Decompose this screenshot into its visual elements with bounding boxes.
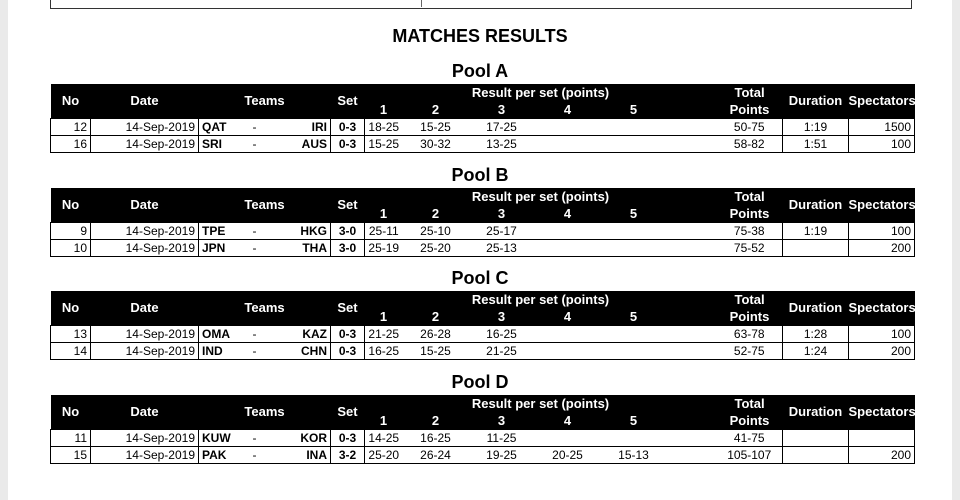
match-date: 14-Sep-2019 [91,326,199,343]
match-date: 14-Sep-2019 [91,240,199,257]
set-4-score [535,240,601,257]
header-duration: Duration [788,404,843,419]
result-spacer [667,136,717,153]
match-date: 14-Sep-2019 [91,119,199,136]
set-1-score: 25-19 [365,240,403,257]
set-4-score: 20-25 [535,447,601,464]
pool-section [50,267,916,360]
set-2-score: 15-25 [403,343,469,360]
header-duration: Duration [788,300,843,315]
set-4-score [535,343,601,360]
header-set-2: 2 [431,205,440,221]
header-no: No [61,404,80,419]
pool-section [50,371,916,464]
header-spectators: Spectators [848,300,916,315]
pool-title: Pool C [451,268,509,288]
match-no: 15 [51,447,91,464]
pool-section [50,164,916,257]
spectators-count: 200 [849,343,915,360]
header-spectators: Spectators [848,197,916,212]
spectators-count: 1500 [849,119,915,136]
home-team: QAT [199,119,245,136]
header-date: Date [130,197,159,212]
header-teams: Teams [244,197,285,212]
previous-table-edge [50,0,912,9]
header-date: Date [130,93,159,108]
spectators-count [849,430,915,447]
header-date: Date [130,300,159,315]
set-1-score: 21-25 [365,326,403,343]
previous-table-divider [421,0,422,7]
table-row [51,223,915,240]
set-5-score [601,326,667,343]
set-2-score: 16-25 [403,430,469,447]
set-1-score: 18-25 [365,119,403,136]
total-points: 41-75 [717,430,783,447]
header-set: Set [337,404,358,419]
page-title: MATCHES RESULTS [392,26,568,46]
set-4-score [535,326,601,343]
away-team: THA [265,240,331,257]
set-3-score: 21-25 [469,343,535,360]
team-separator: - [245,326,265,343]
away-team: KOR [265,430,331,447]
set-3-score: 13-25 [469,136,535,153]
home-team: TPE [199,223,245,240]
header-spectators: Spectators [848,93,916,108]
match-no: 16 [51,136,91,153]
team-separator: - [245,136,265,153]
result-spacer [667,119,717,136]
pool-section [50,60,916,153]
match-duration: 1:19 [783,223,849,240]
header-no: No [61,300,80,315]
team-separator: - [245,343,265,360]
match-date: 14-Sep-2019 [91,223,199,240]
set-2-score: 25-10 [403,223,469,240]
set-5-score [601,223,667,240]
header-teams: Teams [244,404,285,419]
away-team: IRI [265,119,331,136]
results-table [50,84,915,153]
match-date: 14-Sep-2019 [91,447,199,464]
header-set-3: 3 [497,101,506,117]
set-score: 3-0 [331,240,365,257]
header-spacer [667,101,717,119]
table-row [51,119,915,136]
header-set-4: 4 [563,308,572,324]
match-no: 9 [51,223,91,240]
total-points: 75-38 [717,223,783,240]
match-duration: 1:24 [783,343,849,360]
total-points: 58-82 [717,136,783,153]
set-score: 3-0 [331,223,365,240]
team-separator: - [245,430,265,447]
header-no: No [61,93,80,108]
spectators-count: 200 [849,240,915,257]
header-set-3: 3 [497,412,506,428]
total-points: 50-75 [717,119,783,136]
table-row [51,430,915,447]
match-duration: 1:28 [783,326,849,343]
set-score: 0-3 [331,119,365,136]
match-no: 12 [51,119,91,136]
total-points: 63-78 [717,326,783,343]
away-team: KAZ [265,326,331,343]
result-spacer [667,240,717,257]
spectators-count: 200 [849,447,915,464]
set-4-score [535,136,601,153]
header-duration: Duration [788,197,843,212]
set-2-score: 15-25 [403,119,469,136]
total-points: 105-107 [717,447,783,464]
header-set-4: 4 [563,101,572,117]
spectators-count: 100 [849,223,915,240]
header-total-bottom: Points [729,101,770,117]
header-total-top: Total [734,291,765,307]
set-5-score: 15-13 [601,447,667,464]
table-row [51,343,915,360]
header-total-top: Total [734,188,765,204]
header-set-5: 5 [629,205,638,221]
set-score: 0-3 [331,430,365,447]
header-set-3: 3 [497,308,506,324]
spectators-count: 100 [849,326,915,343]
match-date: 14-Sep-2019 [91,343,199,360]
team-separator: - [245,119,265,136]
set-5-score [601,430,667,447]
set-2-score: 26-24 [403,447,469,464]
set-1-score: 15-25 [365,136,403,153]
result-spacer [667,343,717,360]
match-no: 11 [51,430,91,447]
set-1-score: 14-25 [365,430,403,447]
home-team: KUW [199,430,245,447]
header-set-2: 2 [431,308,440,324]
header-total-bottom: Points [729,308,770,324]
table-row [51,240,915,257]
home-team: OMA [199,326,245,343]
match-no: 14 [51,343,91,360]
home-team: JPN [199,240,245,257]
set-score: 0-3 [331,343,365,360]
match-duration [783,240,849,257]
team-separator: - [245,240,265,257]
header-spacer [667,412,717,430]
results-table [50,291,915,360]
header-date: Date [130,404,159,419]
header-teams: Teams [244,93,285,108]
header-set: Set [337,300,358,315]
header-total-bottom: Points [729,412,770,428]
set-2-score: 30-32 [403,136,469,153]
set-5-score [601,343,667,360]
header-set-4: 4 [563,205,572,221]
set-4-score [535,223,601,240]
match-duration [783,430,849,447]
header-set: Set [337,93,358,108]
away-team: CHN [265,343,331,360]
result-spacer [667,326,717,343]
set-3-score: 25-13 [469,240,535,257]
set-3-score: 16-25 [469,326,535,343]
set-5-score [601,136,667,153]
total-points: 52-75 [717,343,783,360]
set-5-score [601,240,667,257]
header-no: No [61,197,80,212]
set-3-score: 11-25 [469,430,535,447]
set-5-score [601,119,667,136]
header-result-per-set: Result per set (points) [471,188,610,204]
header-result-per-set: Result per set (points) [471,291,610,307]
match-date: 14-Sep-2019 [91,136,199,153]
pool-title: Pool B [451,165,509,185]
set-3-score: 25-17 [469,223,535,240]
team-separator: - [245,447,265,464]
header-set-3: 3 [497,205,506,221]
pool-title: Pool D [451,372,509,392]
header-set-1: 1 [379,205,388,221]
home-team: IND [199,343,245,360]
away-team: AUS [265,136,331,153]
results-table [50,395,915,464]
header-set-5: 5 [629,101,638,117]
header-result-per-set: Result per set (points) [471,84,610,100]
pool-title: Pool A [451,61,509,81]
header-spacer [667,308,717,326]
home-team: SRI [199,136,245,153]
header-total-top: Total [734,395,765,411]
header-set-2: 2 [431,101,440,117]
header-duration: Duration [788,93,843,108]
header-set-5: 5 [629,308,638,324]
match-duration: 1:19 [783,119,849,136]
header-set-1: 1 [379,412,388,428]
table-row [51,447,915,464]
result-spacer [667,223,717,240]
total-points: 75-52 [717,240,783,257]
header-teams: Teams [244,300,285,315]
header-total-bottom: Points [729,205,770,221]
set-4-score [535,430,601,447]
result-spacer [667,430,717,447]
set-score: 0-3 [331,326,365,343]
away-team: INA [265,447,331,464]
result-spacer [667,447,717,464]
spectators-count: 100 [849,136,915,153]
match-no: 10 [51,240,91,257]
header-set-4: 4 [563,412,572,428]
header-set-2: 2 [431,412,440,428]
set-2-score: 26-28 [403,326,469,343]
set-3-score: 19-25 [469,447,535,464]
set-2-score: 25-20 [403,240,469,257]
team-separator: - [245,223,265,240]
set-1-score: 16-25 [365,343,403,360]
set-3-score: 17-25 [469,119,535,136]
results-table [50,188,915,257]
home-team: PAK [199,447,245,464]
away-team: HKG [265,223,331,240]
match-duration [783,447,849,464]
match-duration: 1:51 [783,136,849,153]
set-1-score: 25-11 [365,223,403,240]
table-row [51,136,915,153]
set-score: 0-3 [331,136,365,153]
header-result-per-set: Result per set (points) [471,395,610,411]
set-4-score [535,119,601,136]
match-no: 13 [51,326,91,343]
set-score: 3-2 [331,447,365,464]
header-set-1: 1 [379,308,388,324]
header-spectators: Spectators [848,404,916,419]
header-set-1: 1 [379,101,388,117]
set-1-score: 25-20 [365,447,403,464]
header-set-5: 5 [629,412,638,428]
header-set: Set [337,197,358,212]
match-date: 14-Sep-2019 [91,430,199,447]
header-spacer [667,205,717,223]
table-row [51,326,915,343]
header-total-top: Total [734,84,765,100]
